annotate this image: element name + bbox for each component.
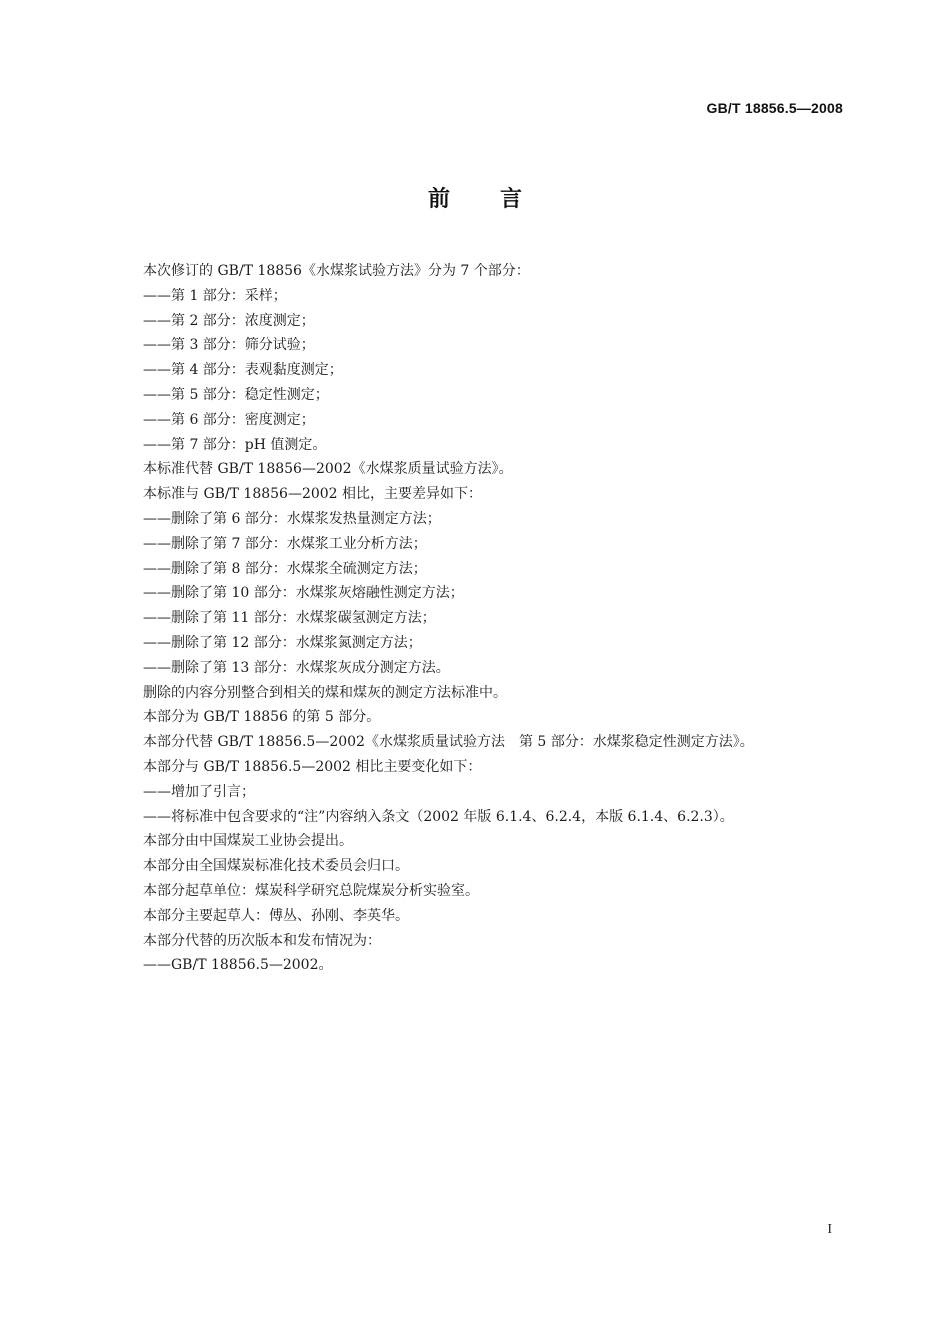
page-number: I [827, 1222, 832, 1237]
text-line: 本部分与 GB/T 18856.5—2002 相比主要变化如下： [143, 758, 482, 775]
list-item: ——删除了第 8 部分：水煤浆全硫测定方法； [143, 560, 427, 577]
text-line: 本部分代替的历次版本和发布情况为： [143, 932, 381, 949]
text-line: 本部分主要起草人：傅丛、孙刚、李英华。 [143, 907, 409, 924]
foreword-body [143, 259, 863, 978]
list-item: ——第 7 部分：pH 值测定。 [143, 436, 327, 453]
text-line: 本次修订的 GB/T 18856《水煤浆试验方法》分为 7 个部分： [143, 263, 530, 279]
list-item: ——删除了第 6 部分：水煤浆发热量测定方法； [143, 510, 441, 527]
text-line: 本部分为 GB/T 18856 的第 5 部分。 [143, 709, 381, 726]
text-line: 本标准与 GB/T 18856—2002 相比，主要差异如下： [143, 486, 483, 503]
standard-number-header: GB/T 18856.5—2008 [706, 100, 843, 116]
list-item: ——第 2 部分：浓度测定； [143, 312, 315, 329]
list-item: ——第 3 部分：筛分试验； [143, 337, 315, 354]
page-title: 前言 [427, 187, 572, 212]
list-item: ——第 6 部分：密度测定； [143, 411, 315, 428]
list-item: ——删除了第 10 部分：水煤浆灰熔融性测定方法； [143, 585, 464, 602]
text-line: 本部分代替 GB/T 18856.5—2002《水煤浆质量试验方法 第 5 部分：水煤浆稳定性测定方法》。 [143, 734, 754, 751]
text-line: 本标准代替 GB/T 18856—2002《水煤浆质量试验方法》。 [143, 461, 513, 478]
text-line: 本部分由中国煤炭工业协会提出。 [143, 833, 353, 850]
list-item: ——删除了第 7 部分：水煤浆工业分析方法； [143, 535, 427, 552]
list-item: ——第 5 部分：稳定性测定； [143, 386, 329, 403]
list-item: ——增加了引言； [143, 783, 255, 800]
list-item: ——GB/T 18856.5—2002。 [143, 957, 333, 974]
text-line: 删除的内容分别整合到相关的煤和煤灰的测定方法标准中。 [143, 684, 507, 701]
text-line: 本部分起草单位：煤炭科学研究总院煤炭分析实验室。 [143, 882, 479, 899]
list-item: ——删除了第 12 部分：水煤浆氮测定方法； [143, 634, 422, 651]
list-item: ——将标准中包含要求的“注”内容纳入条文（2002 年版 6.1.4、6.2.4，本版 6.1.4、6.2.3）。 [143, 808, 734, 825]
list-item: ——第 1 部分：采样； [143, 287, 287, 304]
list-item: ——删除了第 13 部分：水煤浆灰成分测定方法。 [143, 659, 450, 676]
text-line: 本部分由全国煤炭标准化技术委员会归口。 [143, 858, 409, 875]
list-item: ——第 4 部分：表观黏度测定； [143, 362, 343, 379]
list-item: ——删除了第 11 部分：水煤浆碳氢测定方法； [143, 610, 436, 627]
